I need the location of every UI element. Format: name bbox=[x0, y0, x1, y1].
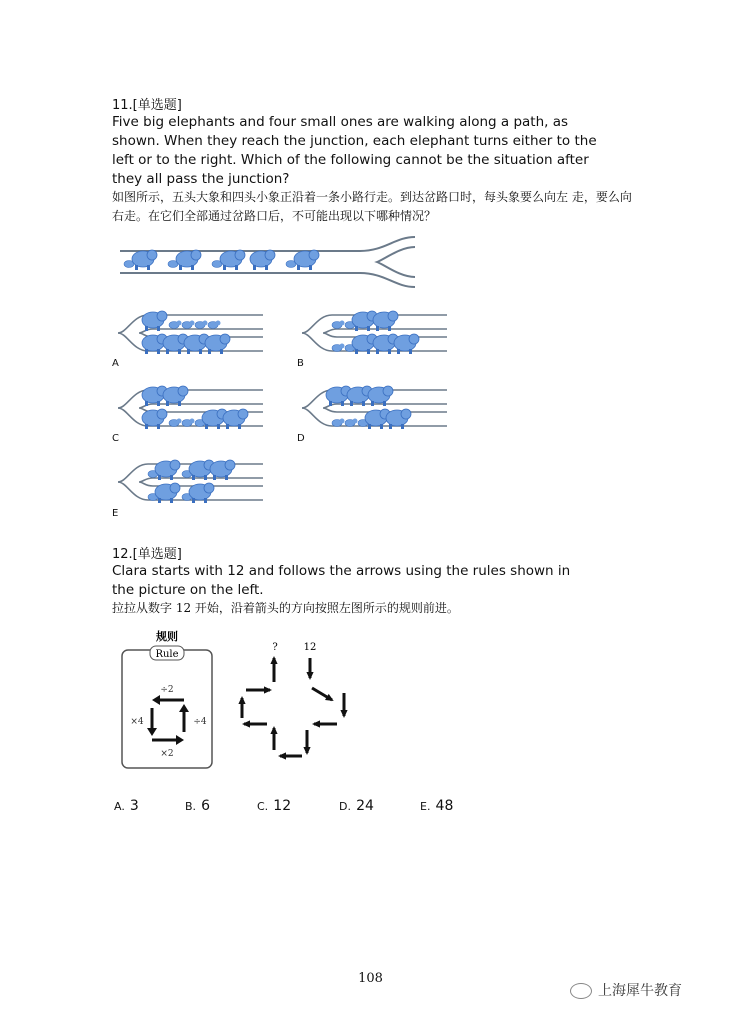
rule-title-en: Rule bbox=[155, 649, 179, 660]
question-11-chinese-text: 如图所示，五头大象和四头小象正沿着一条小路行走。到达岔路口时，每头象要么向左 走，要么向右走。在它们全部通过岔路口后，不可能出现以下哪种情况？ bbox=[112, 190, 632, 223]
rule-op-up: ÷2 bbox=[160, 685, 174, 695]
question-12-chinese-text: 拉拉从数字 12 开始，沿着箭头的方向按照左图所示的规则前进。 bbox=[112, 601, 459, 615]
big-elephant-icon bbox=[373, 311, 398, 331]
small-elephant-icon bbox=[195, 321, 208, 329]
option-b-label: B bbox=[297, 358, 304, 369]
answer-d[interactable]: D. 24 bbox=[339, 798, 374, 814]
big-elephant-icon bbox=[250, 250, 275, 270]
option-e-figure bbox=[113, 452, 263, 512]
rule-box-figure bbox=[120, 628, 220, 768]
wechat-icon bbox=[570, 983, 592, 999]
path-arrow-icon bbox=[340, 693, 347, 718]
rule-op-left: ×4 bbox=[130, 717, 144, 727]
option-e-label: E bbox=[112, 508, 119, 519]
path-arrow-icon bbox=[270, 656, 277, 682]
big-elephant-icon bbox=[142, 311, 167, 331]
start-label: 12 bbox=[303, 642, 317, 653]
option-a-figure bbox=[113, 303, 263, 363]
path-arrow-icon bbox=[278, 752, 302, 759]
option-d-figure bbox=[297, 378, 447, 438]
arrow-path-figure bbox=[232, 638, 362, 768]
answer-c[interactable]: C. 12 bbox=[257, 798, 292, 814]
big-elephant-icon bbox=[368, 386, 393, 406]
big-elephant-icon bbox=[176, 250, 201, 270]
end-label: ? bbox=[272, 642, 278, 653]
path-arrow-icon bbox=[270, 726, 277, 750]
question-11-english-text: Five big elephants and four small ones are walking along a path, as shown. When they reach the junction, each elephant turns either to the left or to the right. Which of the following cannot be the situation after they all pass the junction? bbox=[112, 114, 597, 187]
question-12-english-text: Clara starts with 12 and follows the arrows using the rules shown in the picture on the left. bbox=[112, 563, 571, 598]
option-b-figure bbox=[297, 303, 447, 363]
option-c-label: C bbox=[112, 433, 119, 444]
path-arrow-icon bbox=[242, 720, 267, 727]
rule-op-down: ×2 bbox=[160, 749, 174, 759]
path-arrow-icon bbox=[312, 720, 337, 727]
elephant-path-figure bbox=[115, 233, 435, 293]
question-11-number: 11.[单选题] bbox=[112, 98, 182, 113]
path-arrow-icon bbox=[246, 686, 272, 693]
path-arrow-icon bbox=[238, 696, 245, 718]
big-elephant-icon bbox=[294, 250, 319, 270]
path-arrow-icon bbox=[303, 730, 310, 755]
big-elephant-icon bbox=[132, 250, 157, 270]
rule-title-cn: 规则 bbox=[156, 630, 178, 643]
big-elephant-icon bbox=[155, 460, 180, 480]
option-a-label: A bbox=[112, 358, 119, 369]
option-c-figure bbox=[113, 378, 263, 438]
answer-b[interactable]: B. 6 bbox=[185, 798, 211, 814]
path-arrow-icon bbox=[312, 688, 334, 701]
rule-op-right: ÷4 bbox=[193, 717, 207, 727]
option-d-label: D bbox=[297, 433, 305, 444]
small-elephant-icon bbox=[169, 321, 182, 329]
page-number: 108 bbox=[358, 971, 383, 986]
small-elephant-icon bbox=[332, 321, 345, 329]
big-elephant-icon bbox=[220, 250, 245, 270]
answer-a[interactable]: A. 3 bbox=[114, 798, 139, 814]
small-elephant-icon bbox=[208, 321, 221, 329]
question-12-number: 12.[单选题] bbox=[112, 547, 182, 562]
big-elephant-icon bbox=[163, 386, 188, 406]
path-arrow-icon bbox=[306, 658, 313, 680]
watermark: 上海犀牛教育 bbox=[570, 980, 682, 1000]
small-elephant-icon bbox=[182, 321, 195, 329]
big-elephant-icon bbox=[210, 460, 235, 480]
answer-e[interactable]: E. 48 bbox=[420, 798, 454, 814]
